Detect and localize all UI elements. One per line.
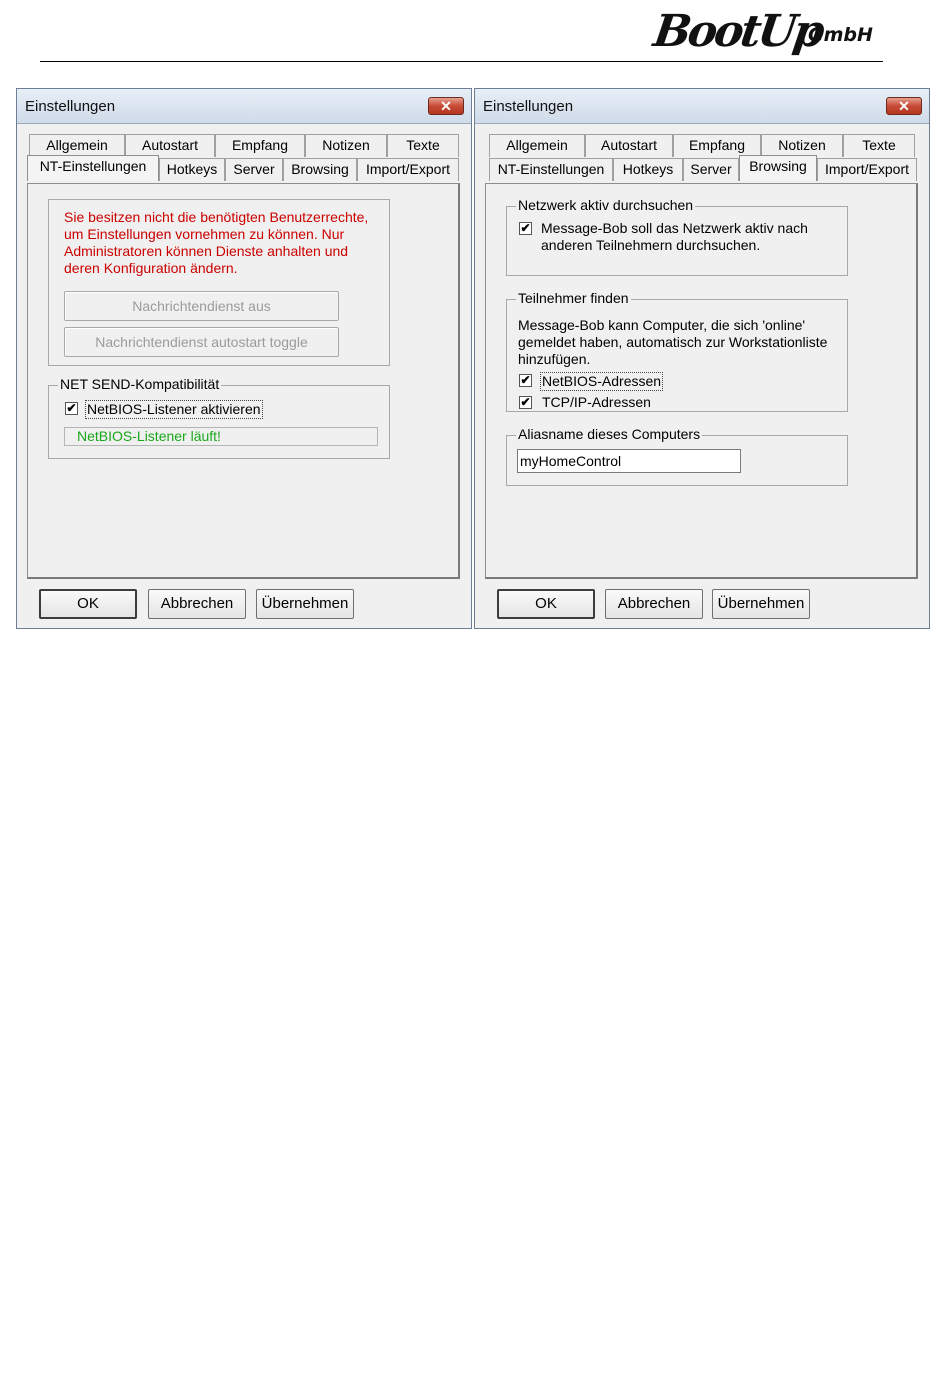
close-icon: ✕	[440, 98, 452, 114]
check-icon: ✔	[520, 395, 531, 409]
permission-warning	[64, 209, 368, 277]
netbios-listener-checkbox[interactable]	[65, 402, 78, 415]
dialog-title: Einstellungen	[483, 98, 574, 115]
alias-group-label: Aliasname dieses Computers	[518, 426, 701, 442]
tab-browsing[interactable]: Browsing	[739, 155, 817, 181]
alias-group	[506, 426, 848, 486]
settings-dialog-nt	[16, 88, 472, 629]
title-bar[interactable]	[475, 89, 929, 124]
dialog-title: Einstellungen	[25, 98, 116, 115]
close-button[interactable]	[886, 97, 922, 115]
description-line: Message-Bob kann Computer, die sich 'online'	[518, 317, 806, 333]
permissions-group	[48, 199, 390, 366]
netbios-addresses-checkbox[interactable]	[519, 374, 532, 387]
network-search-group-label: Netzwerk aktiv durchsuchen	[518, 197, 694, 213]
find-participants-group-label: Teilnehmer finden	[518, 290, 629, 306]
tab-autostart[interactable]: Autostart	[585, 134, 673, 157]
tab-nt-einstellungen[interactable]: NT-Einstellungen	[27, 155, 159, 181]
tab-texte[interactable]: Texte	[843, 134, 915, 157]
tab-texte[interactable]: Texte	[387, 134, 459, 157]
tab-autostart[interactable]: Autostart	[125, 134, 215, 157]
description-line: gemeldet haben, automatisch zur Workstationliste	[518, 334, 828, 350]
tab-nt-einstellungen[interactable]: NT-Einstellungen	[489, 158, 613, 181]
close-button[interactable]	[428, 97, 464, 115]
alias-input[interactable]: myHomeControl	[517, 449, 741, 473]
ok-button[interactable]: OK	[39, 589, 137, 619]
tab-notizen[interactable]: Notizen	[305, 134, 387, 157]
check-icon: ✔	[520, 221, 531, 235]
service-autostart-toggle-button[interactable]: Nachrichtendienst autostart toggle	[64, 327, 339, 357]
tab-empfang[interactable]: Empfang	[673, 134, 761, 157]
netsend-group	[48, 376, 390, 459]
tab-empfang[interactable]: Empfang	[215, 134, 305, 157]
network-search-label[interactable]	[541, 220, 808, 254]
tab-allgemein[interactable]: Allgemein	[489, 134, 585, 157]
network-search-checkbox[interactable]	[519, 222, 532, 235]
tab-server[interactable]: Server	[683, 158, 739, 181]
logo-sub-text: GmbH	[808, 24, 873, 46]
netbios-listener-label[interactable]: NetBIOS-Listener aktivieren	[87, 401, 261, 417]
apply-button[interactable]: Übernehmen	[256, 589, 354, 619]
label-line: Message-Bob soll das Netzwerk aktiv nach	[541, 220, 808, 236]
cancel-button[interactable]: Abbrechen	[148, 589, 246, 619]
tab-import-export[interactable]: Import/Export	[357, 158, 459, 181]
service-off-button[interactable]: Nachrichtendienst aus	[64, 291, 339, 321]
check-icon: ✔	[66, 401, 77, 415]
warning-line: Sie besitzen nicht die benötigten Benutzerrechte,	[64, 209, 369, 225]
listener-status: NetBIOS-Listener läuft!	[64, 427, 378, 446]
tab-server[interactable]: Server	[225, 158, 283, 181]
close-icon: ✕	[898, 98, 910, 114]
tab-notizen[interactable]: Notizen	[761, 134, 843, 157]
check-icon: ✔	[520, 373, 531, 387]
network-search-group	[506, 197, 848, 276]
cancel-button[interactable]: Abbrechen	[605, 589, 703, 619]
label-line: anderen Teilnehmern durchsuchen.	[541, 237, 761, 253]
tab-hotkeys[interactable]: Hotkeys	[159, 158, 225, 181]
header-divider	[40, 61, 883, 62]
logo-main-text: BootUp	[650, 6, 825, 57]
description-line: hinzufügen.	[518, 351, 591, 367]
title-bar[interactable]	[17, 89, 471, 124]
netsend-group-label: NET SEND-Kompatibilität	[60, 376, 220, 392]
warning-line: Administratoren können Dienste anhalten und	[64, 243, 349, 259]
warning-line: um Einstellungen vornehmen zu können. Nur	[64, 226, 345, 242]
settings-dialog-browsing	[474, 88, 930, 629]
tab-allgemein[interactable]: Allgemein	[29, 134, 125, 157]
tcpip-addresses-checkbox[interactable]	[519, 396, 532, 409]
tab-hotkeys[interactable]: Hotkeys	[613, 158, 683, 181]
tab-import-export[interactable]: Import/Export	[817, 158, 917, 181]
ok-button[interactable]: OK	[497, 589, 595, 619]
netbios-addresses-label[interactable]: NetBIOS-Adressen	[542, 373, 662, 389]
tcpip-addresses-label[interactable]: TCP/IP-Adressen	[542, 394, 651, 410]
apply-button[interactable]: Übernehmen	[712, 589, 810, 619]
warning-line: deren Konfiguration ändern.	[64, 260, 238, 276]
find-participants-group	[506, 290, 848, 412]
bootup-logo	[650, 4, 890, 56]
find-participants-description	[518, 317, 827, 368]
tab-browsing[interactable]: Browsing	[283, 158, 357, 181]
